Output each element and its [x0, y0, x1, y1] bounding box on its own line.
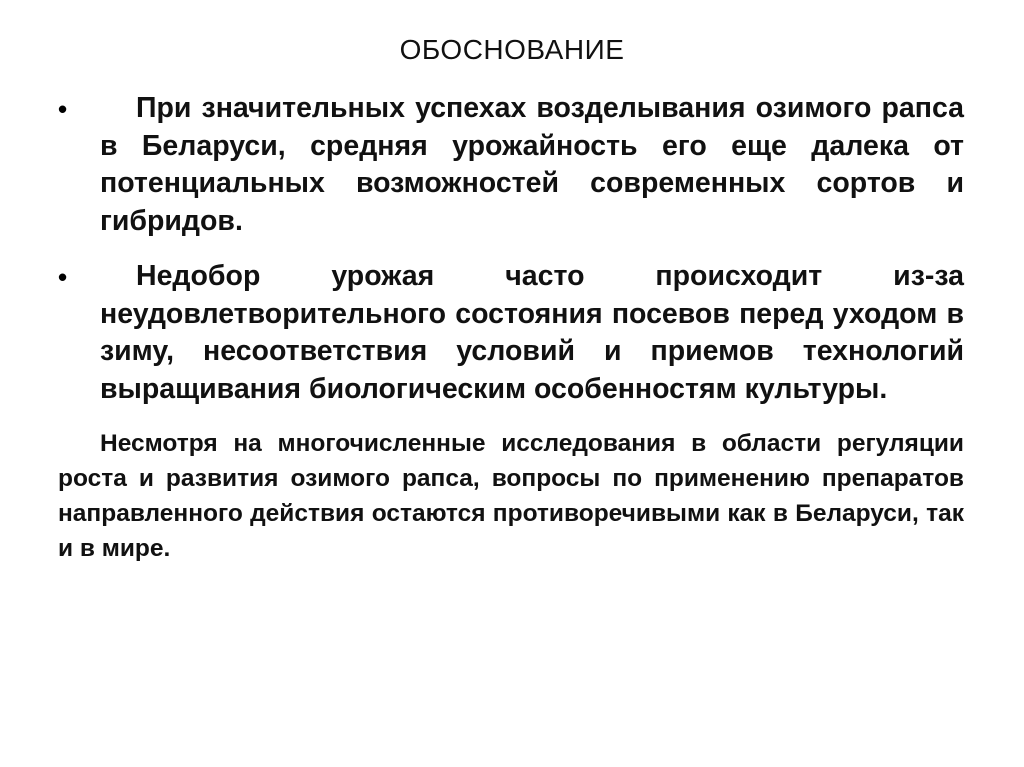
slide-title: ОБОСНОВАНИЕ: [399, 34, 625, 65]
slide-content: [58, 90, 964, 566]
bullet-item: [58, 258, 964, 408]
closing-paragraph: Несмотря на многочисленные исследования в области регуляции роста и развития озимого рапса, вопросы по применению препаратов направленного действия остаются противоречивыми как в Беларуси, так и в мире.: [58, 430, 964, 562]
bullet-item: [58, 90, 964, 240]
bullet-text: При значительных успехах возделывания озимого рапса в Беларуси, средняя урожайность его еще далека от потенциальных возможностей современных сортов и гибридов.: [100, 92, 964, 237]
bullet-text: Недобор урожая часто происходит из-за неудовлетворительного состояния посевов перед уходом в зиму, несоответствия условий и приемов технологий выращивания биологическим особенностям культуры.: [100, 260, 964, 405]
bullet-marker: •: [58, 94, 68, 124]
bullet-marker: •: [58, 262, 68, 292]
